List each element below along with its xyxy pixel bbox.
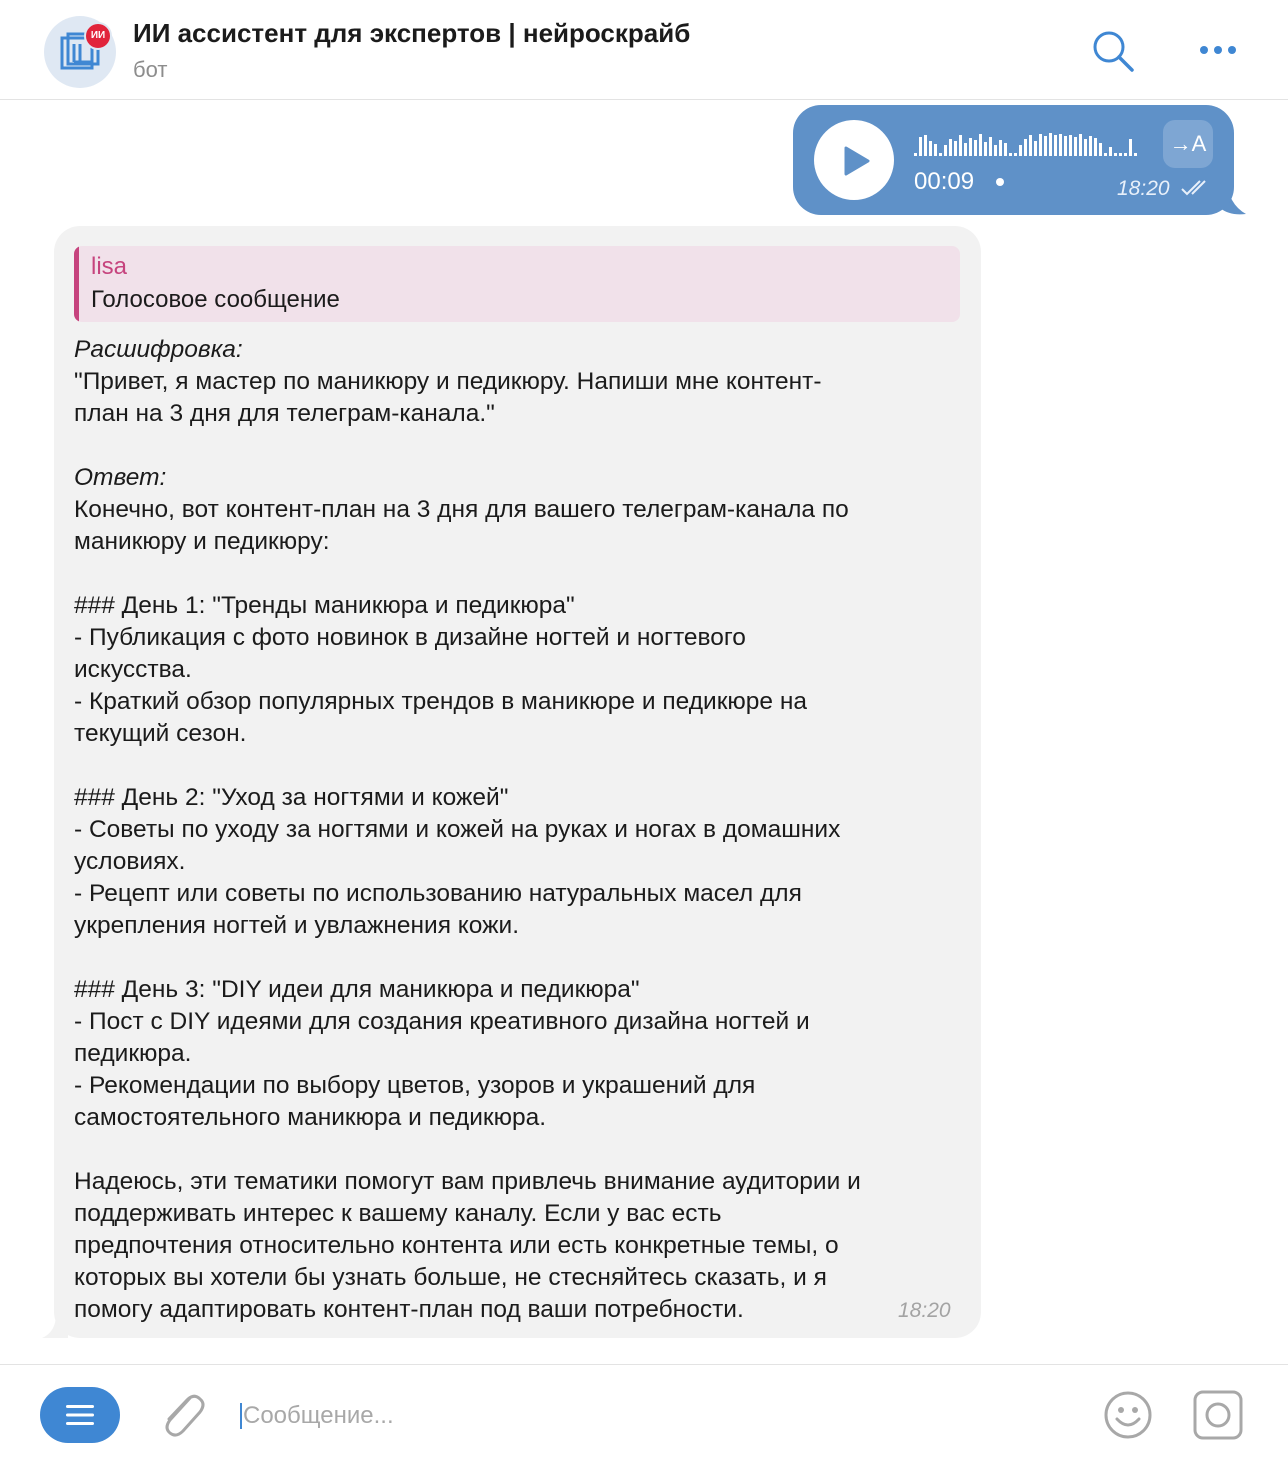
menu-icon xyxy=(64,1402,96,1428)
menu-button[interactable] xyxy=(40,1387,120,1443)
message-line: Расшифровка: xyxy=(74,336,243,363)
text-cursor xyxy=(240,1403,242,1429)
message-time: 18:20 xyxy=(1117,177,1170,200)
more-icon[interactable] xyxy=(1196,34,1240,66)
avatar-badge: ИИ xyxy=(84,22,112,50)
transcribe-button[interactable]: →A xyxy=(1163,120,1213,168)
message-line: маникюру и педикюру: xyxy=(74,528,330,555)
message-line: Конечно, вот контент-план на 3 дня для вашего телеграм-канала по xyxy=(74,496,849,523)
double-check-icon xyxy=(1180,179,1212,197)
message-line: поддерживать интерес к вашему каналу. Если у вас есть xyxy=(74,1200,722,1227)
message-line: - Публикация с фото новинок в дизайне ногтей и ногтевого xyxy=(74,624,746,651)
blank-line xyxy=(74,942,974,974)
blank-line xyxy=(74,1134,974,1166)
unlistened-dot xyxy=(996,178,1004,186)
message-line: ### День 2: "Уход за ногтями и кожей" xyxy=(74,784,509,811)
message-line: Ответ: xyxy=(74,464,167,491)
blank-line xyxy=(74,558,974,590)
blank-line xyxy=(74,430,974,462)
chat-header xyxy=(0,0,1288,100)
message-line: - Советы по уходу за ногтями и кожей на руках и ногах в домашних xyxy=(74,816,841,843)
message-line: укрепления ногтей и увлажнения кожи. xyxy=(74,912,520,939)
message-line: - Пост с DIY идеями для создания креативного дизайна ногтей и xyxy=(74,1008,810,1035)
message-line: условиях. xyxy=(74,848,186,875)
paperclip-icon[interactable] xyxy=(156,1388,206,1440)
message-line: - Рекомендации по выбору цветов, узоров и украшений для xyxy=(74,1072,756,1099)
message-line: - Краткий обзор популярных трендов в маникюре и педикюре на xyxy=(74,688,808,715)
message-text xyxy=(74,334,974,1326)
message-line: педикюра. xyxy=(74,1040,192,1067)
message-line: искусства. xyxy=(74,656,192,683)
search-icon[interactable] xyxy=(1090,28,1136,74)
bot-avatar[interactable] xyxy=(44,16,116,88)
blank-line xyxy=(74,750,974,782)
reply-author: lisa xyxy=(91,253,128,280)
reply-quote[interactable] xyxy=(74,246,960,322)
reply-text: Голосовое сообщение xyxy=(91,286,340,313)
emoji-icon[interactable] xyxy=(1102,1389,1154,1441)
message-line: предпочтения относительно контента или есть конкретные темы, о xyxy=(74,1232,839,1259)
play-icon xyxy=(844,146,870,176)
waveform[interactable] xyxy=(914,131,1142,157)
message-line: ### День 1: "Тренды маникюра и педикюра" xyxy=(74,592,575,619)
voice-duration: 00:09 xyxy=(914,168,975,195)
chat-subtitle: бот xyxy=(133,57,168,82)
message-line: - Рецепт или советы по использованию натуральных масел для xyxy=(74,880,802,907)
message-line: помогу адаптировать контент-план под ваши потребности. xyxy=(74,1296,744,1323)
sticker-icon[interactable] xyxy=(1192,1389,1244,1441)
chat-title[interactable]: ИИ ассистент для экспертов | нейроскрайб xyxy=(133,18,691,48)
message-line: "Привет, я мастер по маникюру и педикюру. Напиши мне контент- xyxy=(74,368,822,395)
message-line: самостоятельного маникюра и педикюра. xyxy=(74,1104,547,1131)
message-time: 18:20 xyxy=(898,1299,951,1322)
reply-bar xyxy=(74,246,79,322)
message-line: которых вы хотели бы узнать больше, не стесняйтесь сказать, и я xyxy=(74,1264,827,1291)
message-line: Надеюсь, эти тематики помогут вам привлечь внимание аудитории и xyxy=(74,1168,861,1195)
message-input[interactable] xyxy=(243,1398,1083,1434)
play-button[interactable] xyxy=(814,120,894,200)
message-line: план на 3 дня для телеграм-канала." xyxy=(74,400,495,427)
message-line: текущий сезон. xyxy=(74,720,247,747)
message-line: ### День 3: "DIY идеи для маникюра и педикюра" xyxy=(74,976,640,1003)
